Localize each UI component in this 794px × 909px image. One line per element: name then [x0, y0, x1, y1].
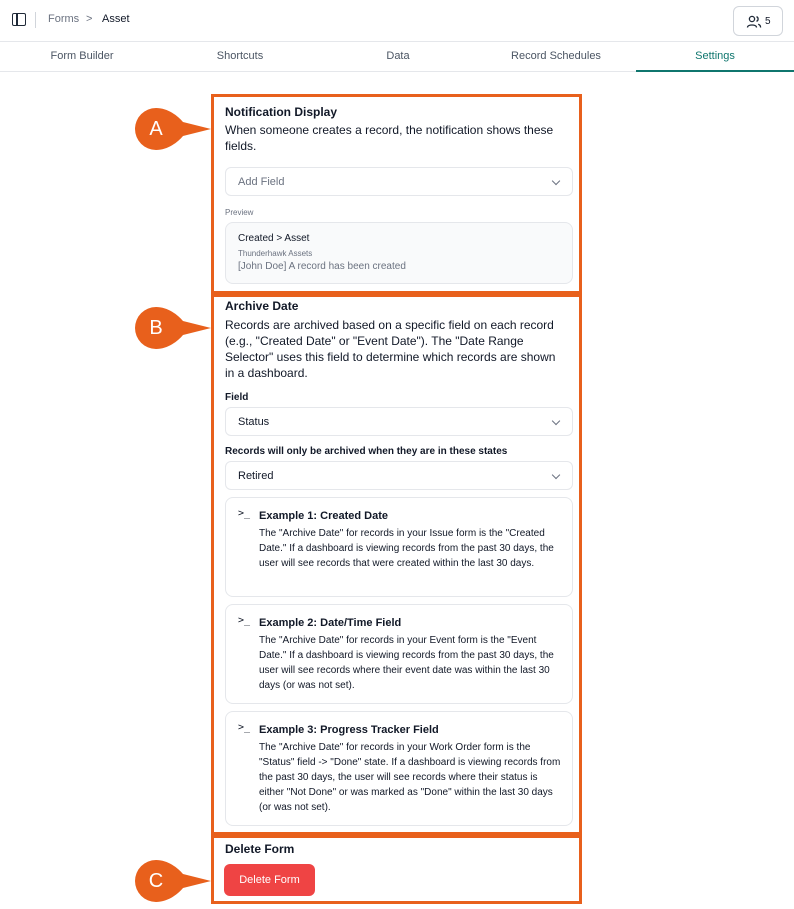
- top-bar: [0, 0, 794, 42]
- callout-letter: A: [149, 118, 163, 140]
- notification-title: Notification Display: [225, 105, 338, 119]
- sidebar-toggle-icon[interactable]: [12, 13, 26, 26]
- preview-subtitle: Thunderhawk Assets: [238, 249, 313, 258]
- tab-record-schedules[interactable]: Record Schedules: [511, 50, 601, 62]
- archive-states-value: Retired: [238, 470, 274, 482]
- example-card: [225, 604, 573, 704]
- delete-form-button[interactable]: Delete Form: [224, 864, 315, 896]
- archive-description: Records are archived based on a specific field on each record (e.g., "Created Date" or "Event Date"). The "Date Range Selector" uses this field to determine which records are shown in a dashboard.: [225, 318, 556, 380]
- callout-letter: C: [148, 870, 164, 892]
- tab-data[interactable]: Data: [386, 50, 410, 62]
- callout-letter: B: [149, 317, 163, 339]
- breadcrumb-separator: >: [86, 13, 93, 25]
- users-button[interactable]: [733, 6, 783, 36]
- states-label: Records will only be archived when they are in these states: [225, 446, 508, 457]
- example-body: The "Archive Date" for records in your Issue form is the "Created Date." If a dashboard is viewing records from the past 30 days, the user will see records that were created within the last 30 days.: [259, 528, 554, 569]
- tab-form-builder[interactable]: Form Builder: [50, 50, 114, 62]
- delete-title: Delete Form: [225, 842, 295, 856]
- callout-a: [135, 108, 211, 150]
- example-card: [225, 711, 573, 826]
- add-field-placeholder: Add Field: [238, 176, 285, 188]
- breadcrumb-forms[interactable]: Forms: [48, 13, 80, 25]
- users-count: 5: [765, 16, 771, 27]
- callout-b: [135, 307, 211, 349]
- tab-shortcuts[interactable]: Shortcuts: [216, 50, 264, 62]
- chevron-down-icon: [552, 471, 560, 479]
- tab-bar: [0, 42, 794, 72]
- example-title: Example 2: Date/Time Field: [259, 617, 402, 629]
- archive-field-value: Status: [238, 416, 270, 428]
- preview-title: Created > Asset: [238, 233, 310, 244]
- terminal-icon: >_: [238, 615, 251, 626]
- example-card: [225, 497, 573, 597]
- example-title: Example 1: Created Date: [259, 510, 388, 522]
- chevron-down-icon: [552, 177, 560, 185]
- example-body: The "Archive Date" for records in your Work Order form is the "Status" field -> "Done" state. If a dashboard is viewing records from the past 30 days, the user will see records where their status is either "Not Done" or was marked as "Done" within the last 30 days (or was not set).: [259, 742, 561, 813]
- chevron-down-icon: [552, 417, 560, 425]
- tab-settings[interactable]: Settings: [636, 42, 794, 72]
- example-title: Example 3: Progress Tracker Field: [259, 724, 439, 736]
- preview-label: Preview: [225, 208, 254, 217]
- terminal-icon: >_: [238, 508, 251, 519]
- archive-states-select[interactable]: [225, 461, 573, 490]
- notification-preview: [225, 222, 573, 284]
- users-icon: [746, 15, 762, 29]
- callout-c: [135, 860, 211, 902]
- archive-title: Archive Date: [225, 299, 299, 313]
- breadcrumb-current: Asset: [102, 13, 130, 25]
- preview-message: [John Doe] A record has been created: [238, 261, 406, 272]
- add-field-select[interactable]: [225, 167, 573, 196]
- archive-field-select[interactable]: [225, 407, 573, 436]
- divider: [35, 12, 36, 28]
- terminal-icon: >_: [238, 722, 251, 733]
- example-body: The "Archive Date" for records in your Event form is the "Event Date." If a dashboard is viewing records from the past 30 days, the user will see records where their event date was within the last 30 days (or was not set).: [259, 635, 554, 691]
- field-label: Field: [225, 392, 249, 403]
- notification-description: When someone creates a record, the notification shows these fields.: [225, 123, 554, 153]
